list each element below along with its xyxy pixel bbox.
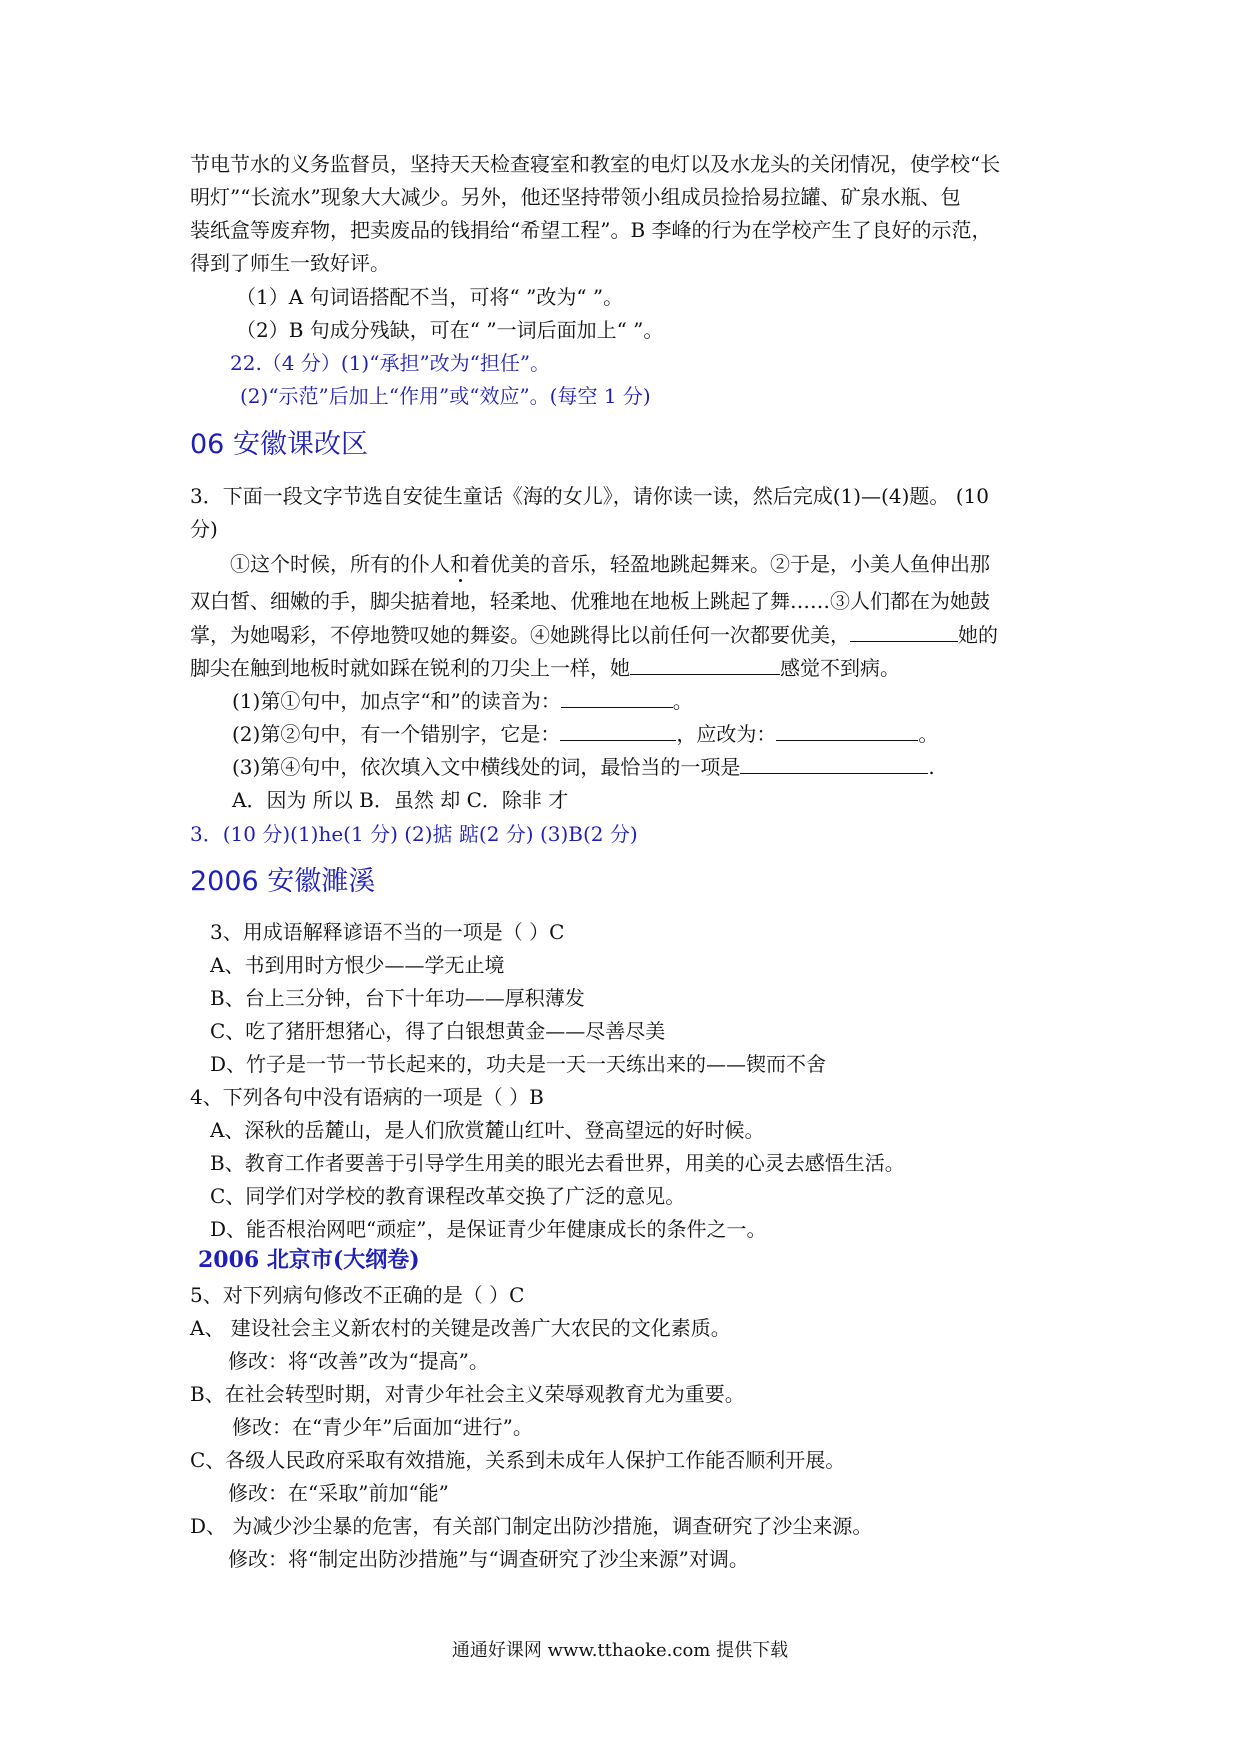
option-line: C、各级人民政府采取有效措施，关系到未成年人保护工作能否顺利开展。 xyxy=(190,1448,846,1472)
fill-blank xyxy=(850,621,958,642)
sub-question xyxy=(232,687,693,715)
fix-line: 修改：将“改善”改为“提高”。 xyxy=(228,1349,489,1373)
answer-options: A．因为 所以 B．虽然 却 C．除非 才 xyxy=(232,788,569,812)
sub-question-text: 。 xyxy=(672,689,693,713)
option-line: A、 建设社会主义新农村的关键是改善广大农民的文化素质。 xyxy=(190,1316,731,1340)
paragraph-line: 明灯”“长流水”现象大大减少。另外，他还坚持带领小组成员捡拾易拉罐、矿泉水瓶、包 xyxy=(190,185,961,209)
paragraph-line: 装纸盒等废弃物，把卖废品的钱捐给“希望工程”。B 李峰的行为在学校产生了良好的示范， xyxy=(190,218,992,242)
answer-line: 22.（4 分）(1)“承担”改为“担任”。 xyxy=(230,351,551,375)
section-heading: 2006 北京市(大纲卷) xyxy=(198,1247,420,1273)
sub-question-text: . xyxy=(928,755,935,779)
option-line: B、在社会转型时期，对青少年社会主义荣辱观教育尤为重要。 xyxy=(190,1382,745,1406)
dotted-char: 和 xyxy=(450,552,470,576)
sub-question-text: 。 xyxy=(918,722,939,746)
passage-text: ①这个时候，所有的仆人 xyxy=(230,552,450,576)
fill-blank xyxy=(740,753,928,774)
sub-question-text: (2)第②句中，有一个错别字，它是： xyxy=(232,722,561,746)
option-line: C、同学们对学校的教育课程改革交换了广泛的意见。 xyxy=(210,1184,686,1208)
question-intro: 分) xyxy=(190,517,218,541)
option-line: A、书到用时方恨少——学无止境 xyxy=(210,953,505,977)
paragraph-line: 得到了师生一致好评。 xyxy=(190,251,390,275)
fill-blank xyxy=(630,654,780,675)
sub-question xyxy=(232,753,935,781)
section-heading: 2006 安徽濉溪 xyxy=(190,866,376,897)
question-line: （1）A 句词语搭配不当，可将“ ”改为“ ”。 xyxy=(236,285,624,309)
passage-line xyxy=(190,654,900,682)
paragraph-line: 节电节水的义务监督员，坚持天天检查寝室和教室的电灯以及水龙头的关闭情况，使学校“长 xyxy=(190,152,1001,176)
question-line: （2）B 句成分残缺，可在“ ”一词后面加上“ ”。 xyxy=(236,318,664,342)
fix-line: 修改：在“青少年”后面加“进行”。 xyxy=(232,1415,533,1439)
sub-question xyxy=(232,720,938,748)
fill-blank xyxy=(561,687,673,708)
answer-line: 3．(10 分)(1)he(1 分) (2)掂 踮(2 分) (3)B(2 分) xyxy=(190,822,638,846)
fix-line: 修改：将“制定出防沙措施”与“调查研究了沙尘来源”对调。 xyxy=(228,1547,749,1571)
question-intro: 3．下面一段文字节选自安徒生童话《海的女儿》，请你读一读，然后完成(1)—(4)题。 (10 xyxy=(190,484,989,508)
section-heading: 06 安徽课改区 xyxy=(190,429,368,460)
option-line: A、深秋的岳麓山，是人们欣赏麓山红叶、登高望远的好时候。 xyxy=(210,1118,765,1142)
passage-text: 掌，为她喝彩，不停地赞叹她的舞姿。④她跳得比以前任何一次都要优美， xyxy=(190,623,850,647)
option-line: B、台上三分钟，台下十年功——厚积薄发 xyxy=(210,986,585,1010)
passage-line xyxy=(230,550,990,578)
option-line: D、能否根治网吧“顽症”，是保证青少年健康成长的条件之一。 xyxy=(210,1217,767,1241)
fill-blank xyxy=(560,720,676,741)
passage-line xyxy=(190,621,998,649)
passage-text: 感觉不到病。 xyxy=(780,656,900,680)
option-line: C、吃了猪肝想猪心，得了白银想黄金——尽善尽美 xyxy=(210,1019,666,1043)
passage-line: 双白皙、细嫩的手，脚尖掂着地，轻柔地、优雅地在地板上跳起了舞……③人们都在为她鼓 xyxy=(190,589,990,613)
question-line: 4、下列各句中没有语病的一项是（ ）B xyxy=(190,1085,544,1109)
question-line: 5、对下列病句修改不正确的是（ ）C xyxy=(190,1283,525,1307)
sub-question-text: (1)第①句中，加点字“和”的读音为： xyxy=(232,689,561,713)
fix-line: 修改：在“采取”前加“能” xyxy=(228,1481,449,1505)
answer-line: (2)“示范”后加上“作用”或“效应”。(每空 1 分) xyxy=(240,384,651,408)
passage-text: 着优美的音乐，轻盈地跳起舞来。②于是，小美人鱼伸出那 xyxy=(470,552,990,576)
passage-text: 她的 xyxy=(958,623,998,647)
option-line: D、竹子是一节一节长起来的，功夫是一天一天练出来的——锲而不舍 xyxy=(210,1052,827,1076)
passage-text: 脚尖在触到地板时就如踩在锐利的刀尖上一样，她 xyxy=(190,656,630,680)
option-line: D、 为减少沙尘暴的危害，有关部门制定出防沙措施，调查研究了沙尘来源。 xyxy=(190,1514,873,1538)
question-line: 3、用成语解释谚语不当的一项是（ ）C xyxy=(210,920,565,944)
fill-blank xyxy=(776,720,918,741)
sub-question-text: ，应改为： xyxy=(676,722,777,746)
page-footer: 通通好课网 www.tthaoke.com 提供下载 xyxy=(451,1640,789,1661)
option-line: B、教育工作者要善于引导学生用美的眼光去看世界，用美的心灵去感悟生活。 xyxy=(210,1151,905,1175)
sub-question-text: (3)第④句中，依次填入文中横线处的词，最恰当的一项是 xyxy=(232,755,741,779)
